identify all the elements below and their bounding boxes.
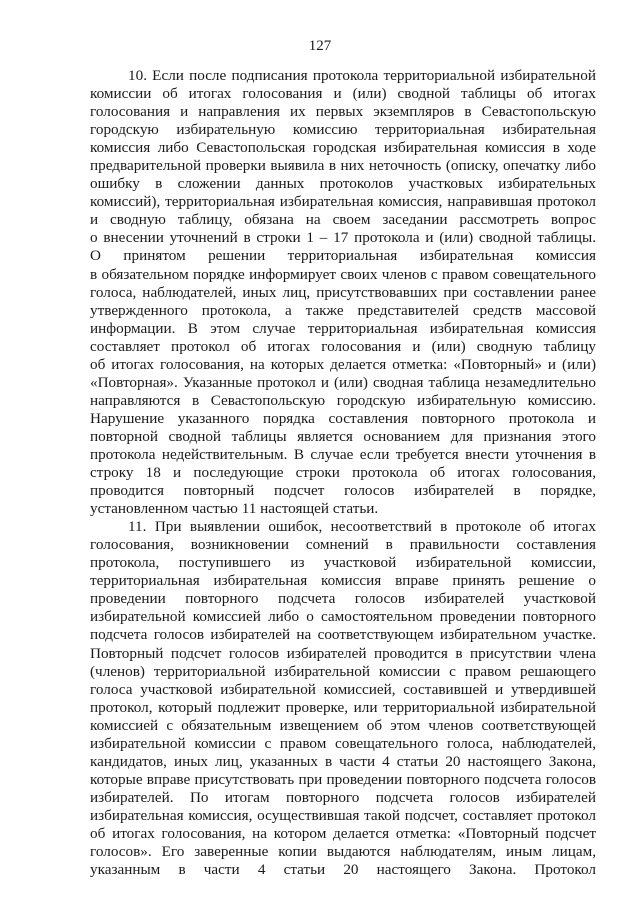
text-line: голоса, наблюдателей, иных лиц, присутствовавших при составлении ранее [90, 283, 596, 301]
text-line: об итогах голосования, на котором делается отметка: «Повторный подсчет [90, 824, 596, 842]
text-line: строку 18 и последующие строки протокола об итогах голосования, [90, 464, 596, 482]
text-line: предварительной проверки выявила в них неточность (описку, опечатку либо [90, 157, 596, 175]
text-line: протокол, который подлежит проверке, или территориальной избирательной [90, 698, 596, 716]
text-line: подсчета голосов избирателей на соответствующем избирательном участке. [90, 626, 596, 644]
text-line: протокола недействительным. В случае если требуется внести уточнения в [90, 445, 596, 463]
paragraph-11 [90, 518, 596, 879]
text-line: избирателей. По итогам повторного подсчета голосов избирателей [90, 788, 596, 806]
text-line: (членов) территориальной избирательной комиссии с правом решающего [90, 662, 596, 680]
text-line: голосования, возникновении сомнений в правильности составления [90, 536, 596, 554]
text-line: ошибку в сложении данных протоколов участковых избирательных [90, 175, 596, 193]
text-line: утвержденного протокола, а также представителей средств массовой [90, 301, 596, 319]
text-line: об итогах голосования, на которых делается отметка: «Повторный» и (или) [90, 355, 596, 373]
text-line: установленном частью 11 настоящей статьи. [90, 500, 379, 518]
text-line: Повторный подсчет голосов избирателей проводится в присутствии члена [90, 644, 596, 662]
text-line: составляет протокол об итогах голосования и (или) сводную таблицу [90, 337, 596, 355]
text-line: комиссией с обязательным извещением об этом членов соответствующей [90, 716, 596, 734]
text-line: указанным в части 4 статьи 20 настоящего Закона. Протокол [90, 861, 596, 879]
text-line: О принятом решении территориальная избирательная комиссия [90, 247, 596, 265]
text-line: повторной сводной таблицы является основанием для признания этого [90, 427, 596, 445]
text-line: комиссия либо Севастопольская городская избирательная комиссия в ходе [90, 139, 596, 157]
text-line: территориальная избирательная комиссия вправе принять решение о [90, 572, 596, 590]
text-line: комиссий), территориальная избирательная комиссия, направившая протокол [90, 193, 596, 211]
text-line: комиссии об итогах голосования и (или) сводной таблицы об итогах [90, 85, 596, 103]
text-line: в обязательном порядке информирует своих членов с правом совещательного [90, 265, 596, 283]
text-line: информации. В этом случае территориальная избирательная комиссия [90, 319, 596, 337]
text-line: о внесении уточнений в строки 1 – 17 протокола и (или) сводной таблицы. [90, 229, 596, 247]
text-line: 11. При выявлении ошибок, несоответствий в протоколе об итогах [128, 518, 596, 536]
text-line: Нарушение указанного порядка составления повторного протокола и [90, 409, 596, 427]
paragraph-10 [90, 67, 596, 518]
text-line: голоса участковой избирательной комиссией, составившей и утвердившей [90, 680, 596, 698]
text-line: избирательной комиссии с правом совещательного голоса, наблюдателей, [90, 734, 596, 752]
text-line: направляются в Севастопольскую городскую избирательную комиссию. [90, 391, 596, 409]
text-line: протокола, поступившего из участковой избирательной комиссии, [90, 554, 596, 572]
body-text [90, 67, 596, 879]
text-line: которые вправе присутствовать при проведении повторного подсчета голосов [90, 770, 596, 788]
page-number: 127 [308, 38, 332, 54]
text-line: городскую избирательную комиссию территориальная избирательная [90, 121, 596, 139]
text-line: голосования и направления их первых экземпляров в Севастопольскую [90, 103, 596, 121]
text-line: проведении повторного подсчета голосов избирателей участковой [90, 590, 596, 608]
text-line: голосов». Его заверенные копии выдаются наблюдателям, иным лицам, [90, 843, 596, 861]
text-line: «Повторная». Указанные протокол и (или) сводная таблица незамедлительно [90, 373, 596, 391]
text-line: кандидатов, иных лиц, указанных в части 4 статьи 20 настоящего Закона, [90, 752, 596, 770]
text-line: и сводную таблицу, обязана на своем заседании рассмотреть вопрос [90, 211, 596, 229]
text-line: избирательной комиссией либо о самостоятельном проведении повторного [90, 608, 596, 626]
text-line: проводится повторный подсчет голосов избирателей в порядке, [90, 482, 596, 500]
text-line: избирательная комиссия, осуществившая такой подсчет, составляет протокол [90, 806, 596, 824]
text-line: 10. Если после подписания протокола территориальной избирательной [128, 67, 596, 84]
